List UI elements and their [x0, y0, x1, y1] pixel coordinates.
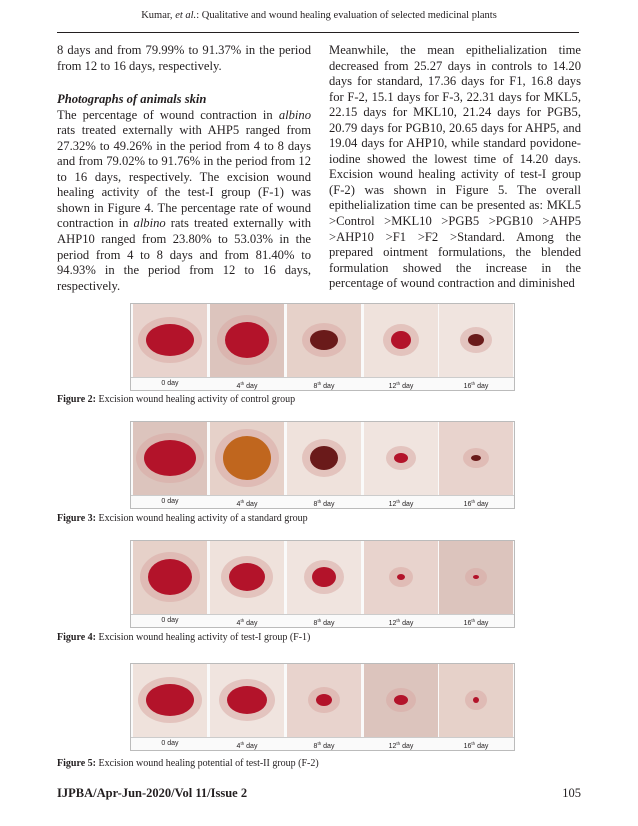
day-ordinal: th	[240, 499, 245, 504]
wound-photo-image	[439, 541, 513, 614]
p2-text-c: rats treated externally with AHP10 ranged from 23.80% to 53.03% in the period from 4 to 8 days and from 81.40% to 94.93% in the period from 12 to 16 days, respectively.	[57, 216, 311, 293]
left-paragraph-1: 8 days and from 79.99% to 91.37% in the period from 12 to 16 days, respectively.	[57, 43, 311, 73]
right-column	[329, 43, 581, 292]
figure-4-photo-day-2	[287, 541, 361, 614]
day-number: 0	[161, 380, 166, 387]
day-number: 4	[236, 620, 241, 627]
day-label	[371, 738, 431, 753]
wound-photo-image	[364, 664, 438, 737]
day-word: day	[475, 743, 489, 750]
figure-4-text: Excision wound healing activity of test-I group (F-1)	[95, 632, 311, 643]
wound-mark	[223, 436, 271, 480]
figure-3-caption	[57, 513, 308, 524]
day-word: day	[244, 501, 258, 508]
day-label	[371, 496, 431, 511]
figure-3-photo-day-2	[287, 422, 361, 495]
figure-4-caption	[57, 632, 310, 643]
figure-3-panel	[130, 421, 515, 509]
wound-photo-image	[210, 664, 284, 737]
day-ordinal: th	[471, 741, 476, 746]
running-header	[0, 10, 638, 21]
day-ordinal: th	[396, 618, 401, 623]
day-ordinal: th	[317, 618, 322, 623]
figure-2-photo-day-3	[364, 304, 438, 377]
figure-5-panel	[130, 663, 515, 751]
day-number: 12	[388, 501, 397, 508]
day-word: day	[165, 498, 179, 505]
header-rule	[57, 32, 579, 33]
journal-footer: IJPBA/Apr-Jun-2020/Vol 11/Issue 2	[57, 786, 248, 800]
wound-photo-image	[364, 422, 438, 495]
figure-3-day-row	[131, 495, 514, 508]
day-word: day	[475, 501, 489, 508]
day-ordinal: th	[396, 741, 401, 746]
figure-5-label: Figure 5:	[57, 758, 96, 769]
figure-2-day-row	[131, 377, 514, 390]
figure-5-photo-day-4	[439, 664, 513, 737]
day-word: day	[165, 740, 179, 747]
wound-photo-image	[287, 541, 361, 614]
page-number: 105	[562, 786, 581, 800]
figure-4-day-row	[131, 614, 514, 627]
figure-5-photo-day-1	[210, 664, 284, 737]
wound-photo-image	[287, 304, 361, 377]
day-word: day	[321, 383, 335, 390]
day-number: 8	[313, 620, 318, 627]
day-number: 12	[388, 383, 397, 390]
figure-2-label: Figure 2:	[57, 394, 96, 405]
figure-5-text: Excision wound healing potential of test-II group (F-2)	[95, 758, 319, 769]
wound-photo-image	[210, 541, 284, 614]
p2-text-a: The percentage of wound contraction in	[57, 107, 279, 122]
figure-4-panel	[130, 540, 515, 628]
wound-photo-image	[439, 304, 513, 377]
figure-3-text: Excision wound healing activity of a standard group	[95, 513, 308, 524]
day-number: 12	[388, 620, 397, 627]
wound-photo-image	[287, 422, 361, 495]
day-word: day	[165, 380, 179, 387]
day-ordinal: th	[240, 741, 245, 746]
day-ordinal: th	[471, 618, 476, 623]
day-label	[217, 738, 277, 753]
day-number: 8	[313, 501, 318, 508]
left-paragraph-2	[57, 108, 311, 295]
wound-photo-image	[439, 664, 513, 737]
figure-5-photo-day-0	[133, 664, 207, 737]
day-word: day	[321, 501, 335, 508]
figure-4-photo-day-3	[364, 541, 438, 614]
figure-3-photo-day-1	[210, 422, 284, 495]
day-ordinal: th	[317, 741, 322, 746]
figure-3-photos	[131, 422, 514, 495]
wound-photo-image	[133, 422, 207, 495]
left-column	[57, 43, 311, 294]
day-number: 0	[161, 498, 166, 505]
day-number: 8	[313, 743, 318, 750]
wound-mark	[148, 559, 192, 595]
p2-albino-2: albino	[133, 216, 166, 231]
p2-text-b: rats treated externally with AHP5 ranged from 27.32% to 49.26% in the period from 4 to 8 days and from 79.02% to 91.76% in the period from 12 to 16 days, respectively. The excision wound healing activity of the test-I group (F-1) was shown in Figure 4. The percentage rate of wound contraction in	[57, 123, 311, 231]
wound-mark	[473, 575, 479, 579]
day-word: day	[475, 620, 489, 627]
wound-mark	[394, 695, 408, 705]
day-number: 4	[236, 743, 241, 750]
wound-photo-image	[133, 664, 207, 737]
day-number: 4	[236, 501, 241, 508]
right-paragraph: Meanwhile, the mean epithelialization time decreased from 25.27 days in controls to 14.20 days for standard, 17.36 days for F1, 16.8 days for F-2, 15.1 days for F-3, 22.31 days for MKL5, 22.15 days for MKL10, 21.24 days for PGB5, 20.79 days for PGB10, 20.65 days for AHP5, and 19.04 days for AHP10, while standard povidone-iodine showed the lowest time of 14.20 days. Excision wound healing activity of test-I group (F-2) was shown in Figure 5. The overall epithelialization time can be presented as: MKL5 >Control >MKL10 >PGB5 >PGB10 >AHP5 >AHP10 >F1 >F2 >Standard. Among the prepared ointment formulations, the blended formulation showed the increase in the percentage of wound contraction and diminished	[329, 43, 581, 291]
wound-photo-image	[439, 422, 513, 495]
day-label	[446, 738, 506, 753]
wound-photo-image	[364, 304, 438, 377]
day-label	[446, 378, 506, 393]
wound-mark	[144, 440, 196, 476]
figure-4-photo-day-0	[133, 541, 207, 614]
wound-mark	[394, 453, 408, 463]
figure-2-photo-day-2	[287, 304, 361, 377]
figure-3-photo-day-4	[439, 422, 513, 495]
day-label	[140, 496, 200, 508]
day-ordinal: th	[396, 499, 401, 504]
wound-mark	[316, 694, 332, 706]
figure-2-panel	[130, 303, 515, 391]
day-word: day	[400, 620, 414, 627]
day-ordinal: th	[471, 499, 476, 504]
figure-3-photo-day-0	[133, 422, 207, 495]
day-number: 12	[388, 743, 397, 750]
day-label	[217, 378, 277, 393]
figure-5-caption	[57, 758, 319, 769]
day-number: 8	[313, 383, 318, 390]
wound-mark	[473, 697, 479, 703]
wound-mark	[227, 686, 267, 714]
day-label	[294, 615, 354, 630]
day-word: day	[475, 383, 489, 390]
day-label	[217, 615, 277, 630]
wound-mark	[471, 455, 481, 461]
day-number: 4	[236, 383, 241, 390]
wound-mark	[310, 330, 338, 350]
day-word: day	[400, 743, 414, 750]
day-word: day	[400, 501, 414, 508]
day-number: 0	[161, 617, 166, 624]
day-label	[140, 738, 200, 750]
figure-4-photo-day-4	[439, 541, 513, 614]
section-subheading: Photographs of animals skin	[57, 92, 207, 107]
figure-3-photo-day-3	[364, 422, 438, 495]
day-number: 16	[463, 743, 472, 750]
day-label	[371, 378, 431, 393]
figure-2-caption	[57, 394, 295, 405]
day-label	[371, 615, 431, 630]
day-label	[294, 738, 354, 753]
p2-albino-1: albino	[278, 107, 311, 122]
wound-mark	[146, 324, 194, 356]
day-number: 0	[161, 740, 166, 747]
day-label	[217, 496, 277, 511]
day-word: day	[244, 743, 258, 750]
day-ordinal: th	[240, 618, 245, 623]
wound-photo-image	[210, 422, 284, 495]
day-word: day	[244, 620, 258, 627]
wound-mark	[468, 334, 484, 346]
wound-photo-image	[287, 664, 361, 737]
day-ordinal: th	[317, 499, 322, 504]
wound-mark	[229, 563, 265, 591]
day-word: day	[321, 620, 335, 627]
figure-3-label: Figure 3:	[57, 513, 96, 524]
day-ordinal: th	[396, 381, 401, 386]
figure-2-photo-day-4	[439, 304, 513, 377]
wound-photo-image	[364, 541, 438, 614]
day-label	[294, 378, 354, 393]
wound-mark	[146, 684, 194, 716]
figure-2-photo-day-1	[210, 304, 284, 377]
day-number: 16	[463, 383, 472, 390]
wound-photo-image	[133, 304, 207, 377]
day-ordinal: th	[471, 381, 476, 386]
day-label	[446, 615, 506, 630]
figure-2-photos	[131, 304, 514, 377]
wound-mark	[225, 322, 269, 358]
day-label	[140, 615, 200, 627]
figure-2-text: Excision wound healing activity of control group	[95, 394, 296, 405]
figure-5-photo-day-3	[364, 664, 438, 737]
day-ordinal: th	[317, 381, 322, 386]
figure-2-photo-day-0	[133, 304, 207, 377]
wound-photo-image	[133, 541, 207, 614]
figure-5-photos	[131, 664, 514, 737]
header-etal: et al.	[175, 10, 197, 21]
figure-4-photo-day-1	[210, 541, 284, 614]
wound-photo-image	[210, 304, 284, 377]
day-word: day	[244, 383, 258, 390]
day-word: day	[321, 743, 335, 750]
day-word: day	[400, 383, 414, 390]
header-author: Kumar,	[141, 10, 173, 21]
figure-5-day-row	[131, 737, 514, 750]
day-label	[446, 496, 506, 511]
day-number: 16	[463, 620, 472, 627]
figure-5-photo-day-2	[287, 664, 361, 737]
wound-mark	[397, 574, 405, 580]
wound-mark	[310, 446, 338, 470]
day-label	[140, 378, 200, 390]
day-word: day	[165, 617, 179, 624]
day-ordinal: th	[240, 381, 245, 386]
header-title: : Qualitative and wound healing evaluation of selected medicinal plants	[196, 10, 497, 21]
figure-4-label: Figure 4:	[57, 632, 96, 643]
day-number: 16	[463, 501, 472, 508]
figure-4-photos	[131, 541, 514, 614]
wound-mark	[312, 567, 336, 587]
day-label	[294, 496, 354, 511]
wound-mark	[391, 331, 411, 349]
